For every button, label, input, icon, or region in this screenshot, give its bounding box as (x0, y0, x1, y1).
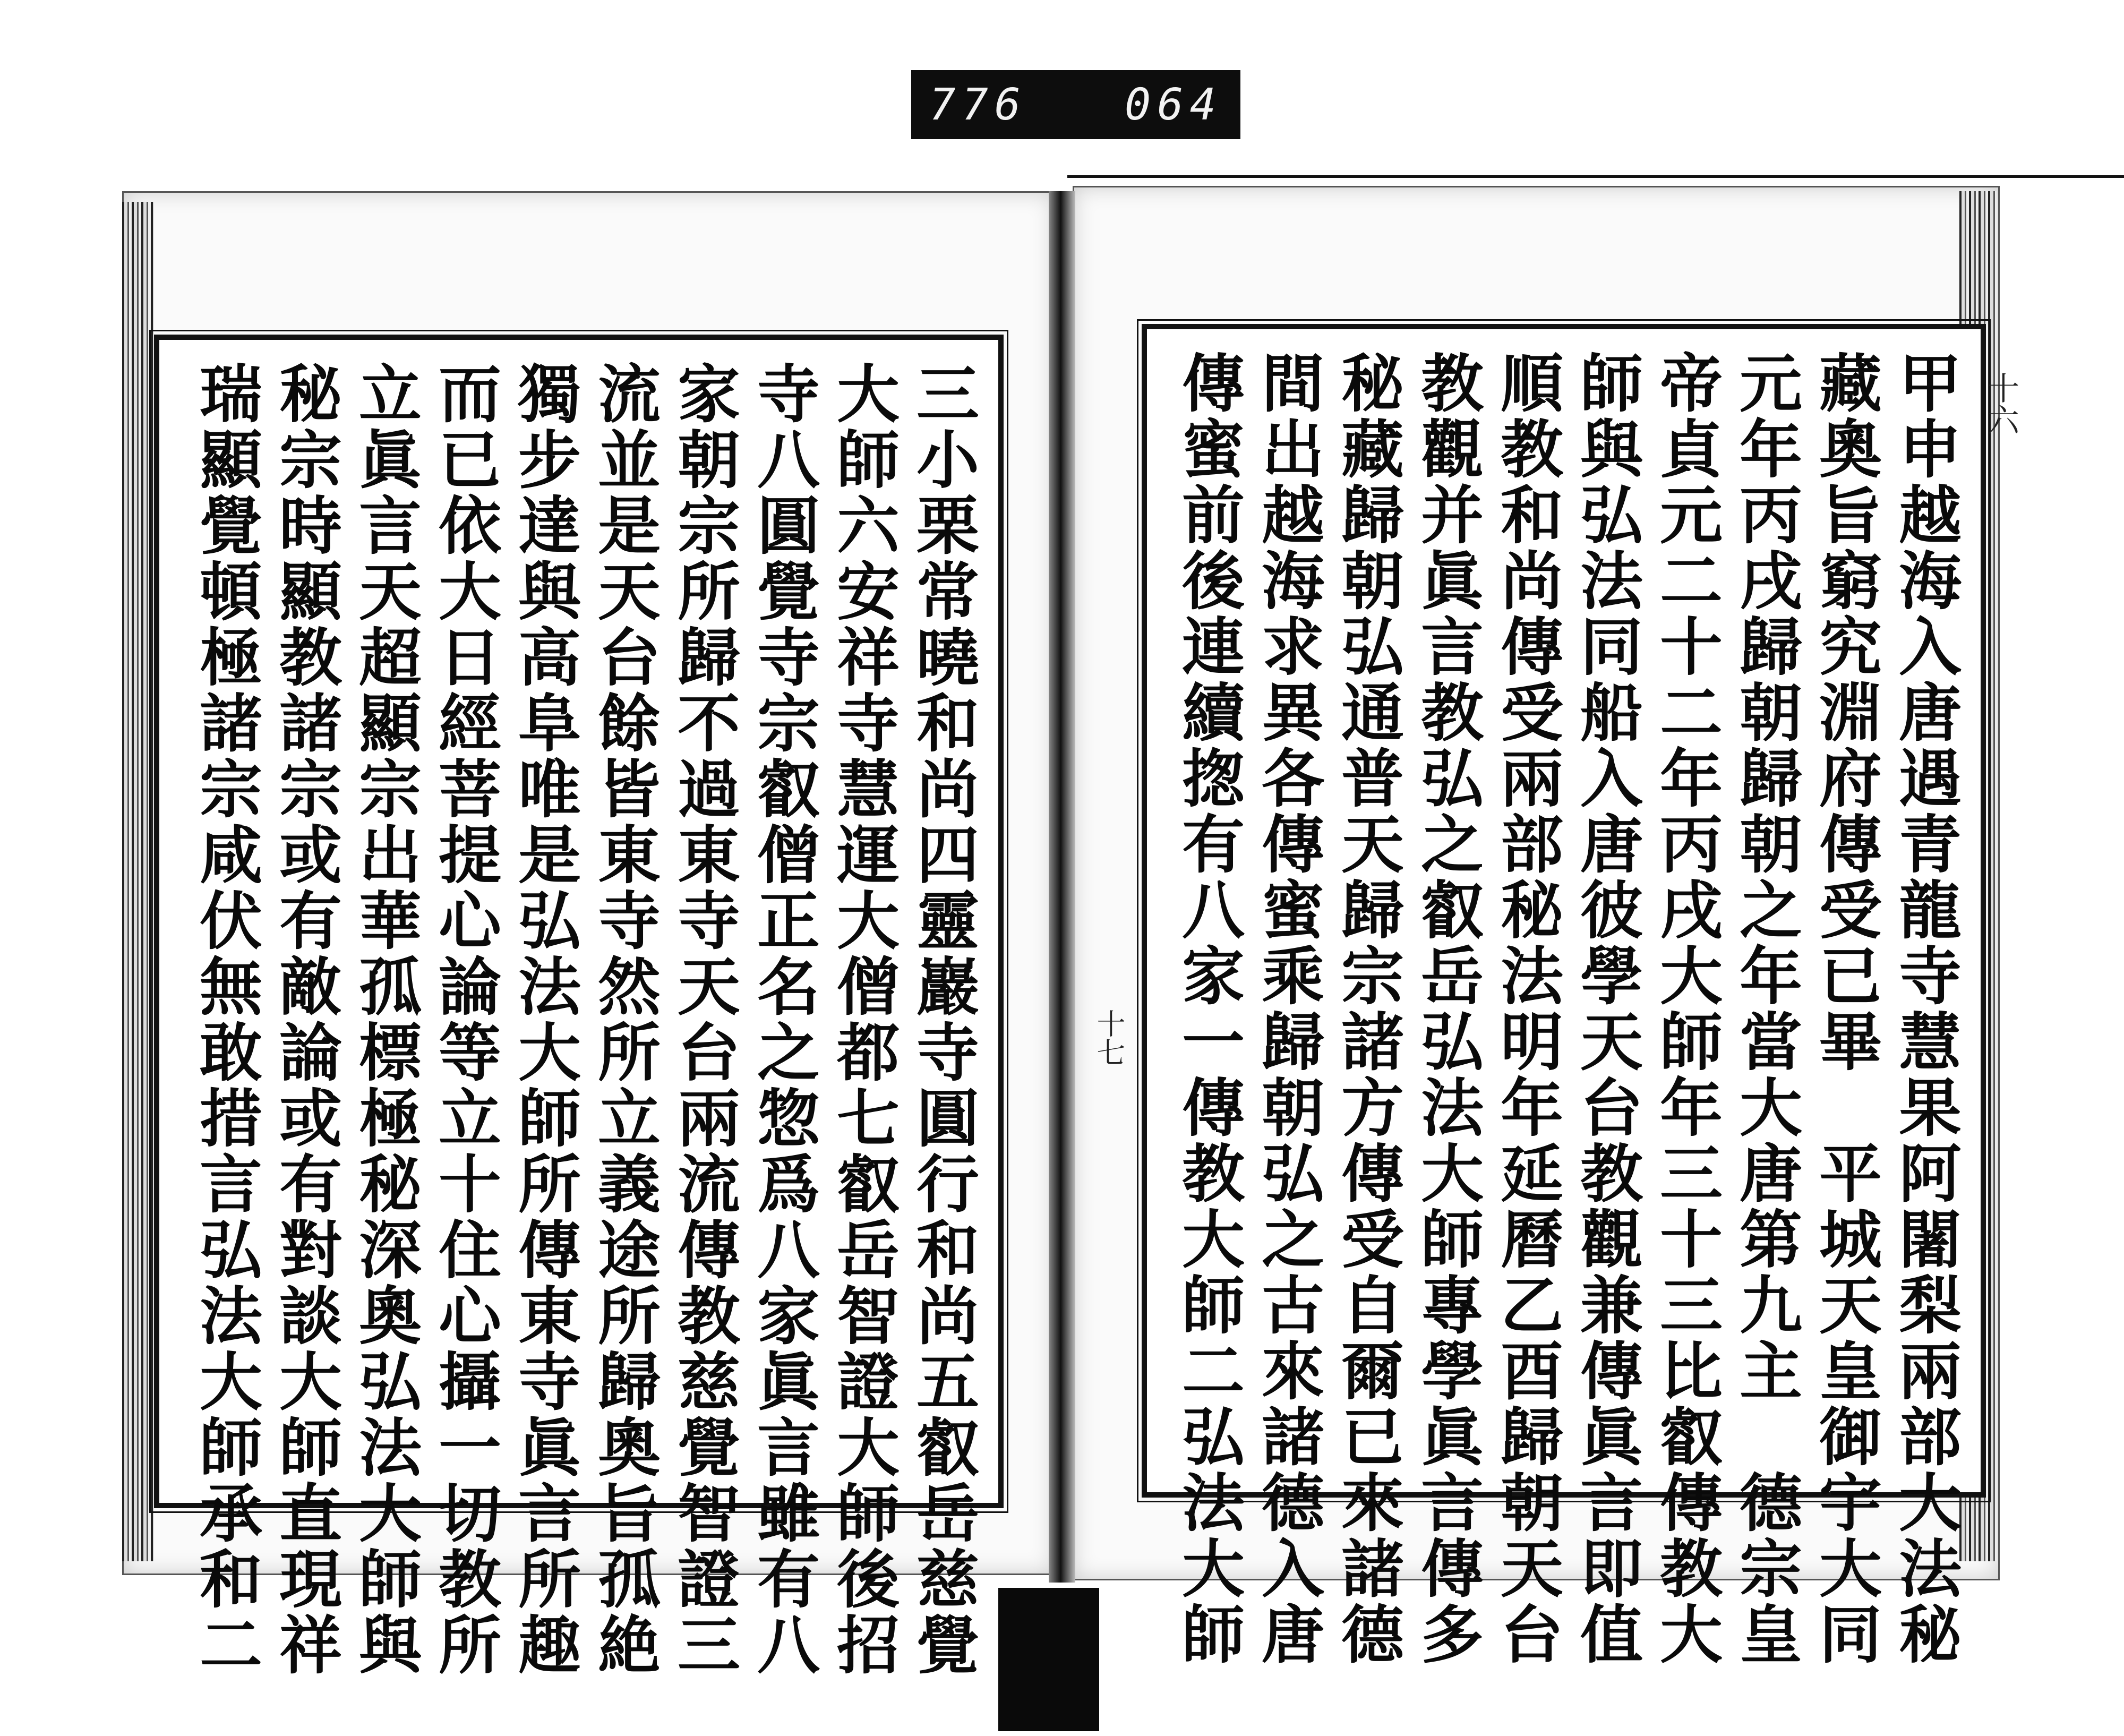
left-text-frame (154, 335, 1004, 1678)
text-column: 藏奧旨窮究淵府傳受已畢 平城天皇御宇大同 (1809, 350, 1882, 1667)
text-column: 元年丙戌歸朝歸朝之年當大唐第九主 德宗皇 (1729, 350, 1803, 1667)
text-column: 傳蜜前後連續揔有八家一傳教大師二弘法大師 (1171, 350, 1245, 1667)
text-column: 教觀并眞言教弘之叡岳弘法大師專學眞言傳多 (1410, 350, 1484, 1667)
call-number-right: 064 (1124, 79, 1222, 130)
page-number: 十七 (1092, 1009, 1126, 1066)
left-page-edge (122, 202, 154, 1561)
call-number-label (911, 70, 1240, 139)
text-column: 順教和尚傳受兩部秘法明年延曆乙酉歸朝天台 (1490, 350, 1564, 1667)
text-column: 瑞顯覺頓極諸宗咸伏無敢措言弘法大師承和二 (189, 361, 263, 1678)
text-column: 立眞言天超顯宗出華孤標極秘深奧弘法大師與 (348, 361, 422, 1678)
text-column: 流並是天台餘皆東寺然所立義途所歸奧旨孤絶 (587, 361, 661, 1678)
text-column: 寺八圓覺寺宗叡僧正名之惣爲八家眞言雖有八 (747, 361, 820, 1678)
top-rule-line (1067, 175, 2124, 178)
right-text-frame (1142, 324, 1986, 1667)
text-column: 秘宗時顯教諸宗或有敵論或有對談大師直現祥 (269, 361, 342, 1678)
text-column: 獨步達與高阜唯是弘法大師所傳東寺眞言所趣 (508, 361, 581, 1678)
text-column: 秘藏歸朝弘通普天歸宗諸方傳受自爾已來諸德 (1331, 350, 1404, 1667)
text-column: 帝貞元二十二年丙戌大師年三十三比叡傳教大 (1649, 350, 1723, 1667)
text-column: 師與弘法同船入唐彼學天台教觀兼傳眞言即值 (1570, 350, 1643, 1667)
fold-margin-note: 十六 (1982, 372, 2019, 435)
left-text-columns (186, 361, 982, 1678)
book-gutter (1049, 191, 1075, 1583)
call-number-left: 776 (929, 79, 1027, 130)
gutter-tab (998, 1588, 1099, 1731)
text-column: 甲申越海入唐遇青龍寺慧果阿闍梨兩部大法秘 (1888, 350, 1962, 1667)
text-column: 家朝宗所歸不過東寺天台兩流傳教慈覺智證三 (667, 361, 741, 1678)
right-text-columns (1168, 350, 1965, 1667)
text-column: 大師六安祥寺慧運大僧都七叡岳智證大師後招 (826, 361, 900, 1678)
text-column: 而已依大日經菩提心論等立十住心攝一切教所 (428, 361, 502, 1678)
text-column: 三小栗常曉和尚四靈巖寺圓行和尚五叡岳慈覺 (906, 361, 980, 1678)
text-column: 間出越海求異各傳蜜乘歸朝弘之古來諸德入唐 (1251, 350, 1325, 1667)
